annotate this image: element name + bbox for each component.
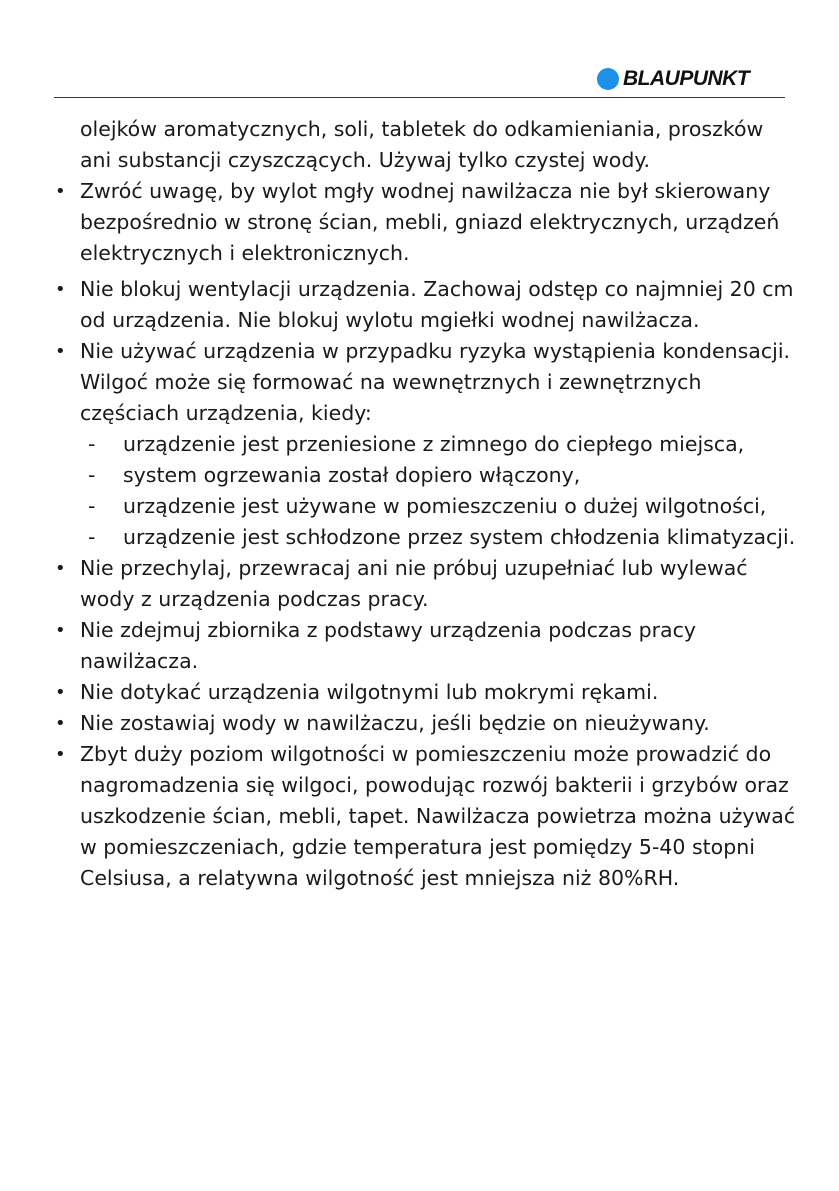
brand-name: BLAUPUNKT (623, 67, 750, 90)
list-item-text: Zwróć uwagę, by wylot mgły wodnej nawilżacza nie był skierowany bezpośrednio w stronę ścian, mebli, gniazd elektrycznych, urządzeń elektrycznych i elektronicznych. (80, 179, 780, 265)
list-item (0, 336, 839, 429)
list-item-text: Nie zostawiaj wody w nawilżaczu, jeśli będzie on nieużywany. (80, 711, 710, 735)
list-item-text: Nie przechylaj, przewracaj ani nie próbuj uzupełniać lub wylewać wody z urządzenia podczas pracy. (80, 556, 748, 611)
list-item-text: Zbyt duży poziom wilgotności w pomieszczeniu może prowadzić do nagromadzenia się wilgoci, powodując rozwój bakterii i grzybów oraz uszkodzenie ścian, mebli, tapet. Nawilżacza powietrza można używać w pomieszczeniach, gdzie temperatura jest pomiędzy 5-40 stopni Celsiusa, a relatywna wilgotność jest mniejsza niż 80%RH. (80, 742, 796, 890)
logo-dot-icon (597, 68, 619, 90)
sub-list-item-text: urządzenie jest używane w pomieszczeniu o dużej wilgotności, (123, 494, 767, 518)
list-item-text: Nie dotykać urządzenia wilgotnymi lub mokrymi rękami. (80, 680, 659, 704)
intro-continuation: olejków aromatycznych, soli, tabletek do odkamieniania, proszków ani substancji czyszczących. Używaj tylko czystej wody. (80, 117, 764, 172)
instructions-body (0, 114, 839, 894)
bullet-icon: • (55, 620, 66, 641)
sub-list-item-text: system ogrzewania został dopiero włączony, (123, 463, 581, 487)
sub-list-item (0, 460, 839, 491)
sub-list-item-text: urządzenie jest przeniesione z zimnego do ciepłego miejsca, (123, 432, 745, 456)
bullet-icon: • (55, 181, 66, 202)
list-item (0, 176, 839, 269)
dash-icon: - (88, 494, 96, 518)
bullet-icon: • (55, 341, 66, 362)
bullet-icon: • (55, 744, 66, 765)
sub-list-item (0, 522, 839, 553)
dash-icon: - (88, 463, 96, 487)
dash-icon: - (88, 525, 96, 549)
list-item (0, 553, 839, 615)
page-header (0, 0, 839, 100)
bullet-icon: • (55, 279, 66, 300)
bullet-icon: • (55, 713, 66, 734)
dash-icon: - (88, 432, 96, 456)
sub-list-item (0, 491, 839, 522)
list-item (0, 615, 839, 677)
list-item (0, 274, 839, 336)
header-divider (54, 97, 785, 98)
list-item-text: Nie zdejmuj zbiornika z podstawy urządzenia podczas pracy nawilżacza. (80, 618, 696, 673)
list-item-text: Nie używać urządzenia w przypadku ryzyka wystąpienia kondensacji. Wilgoć może się formować na wewnętrznych i zewnętrznych częściach urządzenia, kiedy: (80, 339, 791, 425)
sub-list-item-text: urządzenie jest schłodzone przez system chłodzenia klimatyzacji. (123, 525, 796, 549)
bullet-icon: • (55, 682, 66, 703)
list-item (0, 739, 839, 894)
list-item (0, 677, 839, 708)
sub-list-item (0, 429, 839, 460)
list-item (0, 708, 839, 739)
brand-logo (597, 68, 749, 90)
bullet-icon: • (55, 558, 66, 579)
list-item-text: Nie blokuj wentylacji urządzenia. Zachowaj odstęp co najmniej 20 cm od urządzenia. Nie blokuj wylotu mgiełki wodnej nawilżacza. (80, 277, 794, 332)
